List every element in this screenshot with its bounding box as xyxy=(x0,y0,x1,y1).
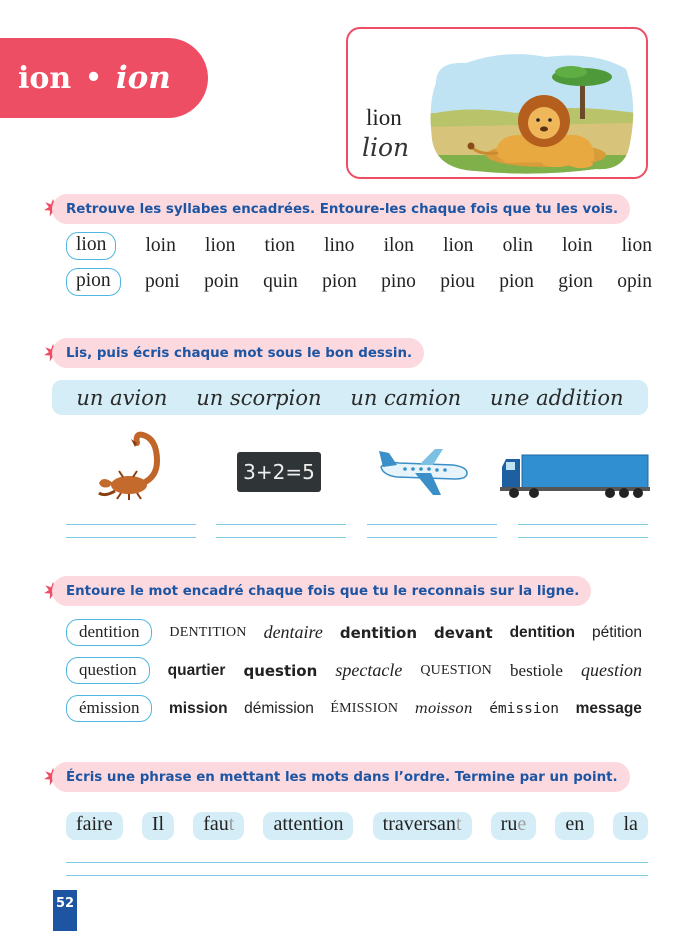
page-number: 52 xyxy=(53,890,77,931)
exercise3-row-2 xyxy=(66,657,642,684)
word-option[interactable]: moisson xyxy=(414,700,473,717)
exercise3-instruction: Entoure le mot encadré chaque fois que tu le reconnais sur la ligne. xyxy=(52,576,591,606)
answer-line[interactable] xyxy=(66,524,196,538)
word-option[interactable]: lion xyxy=(621,235,652,256)
target-syllable-box: lion xyxy=(66,232,116,260)
separator-dot: • xyxy=(85,63,102,93)
word-option[interactable]: ÉMISSION xyxy=(330,700,399,716)
word-option[interactable]: poni xyxy=(145,271,180,292)
board-text: 3+2=5 xyxy=(243,460,315,484)
target-word-box: dentition xyxy=(66,619,152,646)
word-option[interactable]: pétition xyxy=(591,623,642,641)
exercise1-instruction: Retrouve les syllabes encadrées. Entoure-les chaque fois que tu les vois. xyxy=(52,194,630,224)
word-option[interactable]: loin xyxy=(145,235,176,256)
word-option[interactable]: devant xyxy=(433,623,493,642)
target-syllable-box: pion xyxy=(66,268,121,296)
word-option[interactable]: question xyxy=(243,661,318,680)
word-chip[interactable]: Il xyxy=(142,812,174,840)
lion-illustration-icon xyxy=(426,43,636,175)
sound-cursive: ion xyxy=(115,60,171,96)
word-option[interactable]: poin xyxy=(204,271,239,292)
word-chip[interactable]: rue xyxy=(491,812,537,840)
exercise4-instruction: Écris une phrase en mettant les mots dans l’ordre. Termine par un point. xyxy=(52,762,630,792)
word-option[interactable]: question xyxy=(580,660,642,680)
sentence-answer-line[interactable] xyxy=(66,862,648,876)
cursive-word: un avion xyxy=(76,385,168,410)
sound-print: ion xyxy=(18,60,72,96)
word-option[interactable]: lion xyxy=(205,235,236,256)
cursive-word: une addition xyxy=(489,385,624,410)
word-option[interactable]: lion xyxy=(443,235,474,256)
answer-line[interactable] xyxy=(216,524,346,538)
word-chip[interactable]: faut xyxy=(193,812,244,840)
lion-word-cursive: lion xyxy=(362,133,410,162)
word-option[interactable]: pion xyxy=(499,271,534,292)
word-option[interactable]: tion xyxy=(264,235,295,256)
word-option[interactable]: pion xyxy=(322,271,357,292)
target-word-box: émission xyxy=(66,695,152,722)
scorpion-icon xyxy=(95,425,173,500)
word-option[interactable]: olin xyxy=(502,235,533,256)
word-option[interactable]: piou xyxy=(440,271,475,292)
word-option[interactable]: bestiole xyxy=(510,660,563,680)
word-option[interactable]: lino xyxy=(324,235,355,256)
word-option[interactable]: ilon xyxy=(383,235,414,256)
word-option[interactable]: spectacle xyxy=(335,660,403,680)
word-chip[interactable]: la xyxy=(613,812,647,840)
airplane-icon xyxy=(375,425,470,500)
word-option[interactable]: démission xyxy=(244,699,314,717)
sound-title-banner xyxy=(0,38,208,118)
target-word-box: question xyxy=(66,657,150,684)
word-option[interactable]: mission xyxy=(168,699,228,717)
word-chip[interactable]: attention xyxy=(263,812,353,840)
word-option[interactable]: pino xyxy=(381,271,416,292)
word-option[interactable]: QUESTION xyxy=(420,662,492,678)
cursive-word-band xyxy=(52,380,648,415)
lion-reference-card xyxy=(346,27,648,179)
cursive-word: un camion xyxy=(350,385,462,410)
word-option[interactable]: dentaire xyxy=(263,622,323,642)
exercise1-row-1 xyxy=(66,232,652,260)
cursive-word: un scorpion xyxy=(196,385,322,410)
word-option[interactable]: dentition xyxy=(339,623,418,642)
addition-board-icon xyxy=(237,452,321,492)
word-chip[interactable]: traversant xyxy=(373,812,472,840)
word-chip-row xyxy=(66,812,648,840)
word-option[interactable]: gion xyxy=(558,271,593,292)
truck-icon xyxy=(500,425,650,500)
exercise3-row-3 xyxy=(66,695,642,722)
exercise3-row-1 xyxy=(66,619,642,646)
word-option[interactable]: loin xyxy=(562,235,593,256)
word-option[interactable]: quartier xyxy=(167,661,226,679)
exercise1-row-2 xyxy=(66,268,652,296)
word-option[interactable]: quin xyxy=(263,271,298,292)
exercise2-instruction: Lis, puis écris chaque mot sous le bon dessin. xyxy=(52,338,424,368)
word-chip[interactable]: en xyxy=(555,812,594,840)
lion-word-print: lion xyxy=(366,105,402,130)
answer-line[interactable] xyxy=(518,524,648,538)
word-option[interactable]: émission xyxy=(489,700,560,717)
word-option[interactable]: DENTITION xyxy=(169,624,247,640)
word-option[interactable]: message xyxy=(575,699,642,717)
word-option[interactable]: dentition xyxy=(509,623,576,641)
word-option[interactable]: opin xyxy=(617,271,652,292)
word-chip[interactable]: faire xyxy=(66,812,123,840)
answer-line[interactable] xyxy=(367,524,497,538)
